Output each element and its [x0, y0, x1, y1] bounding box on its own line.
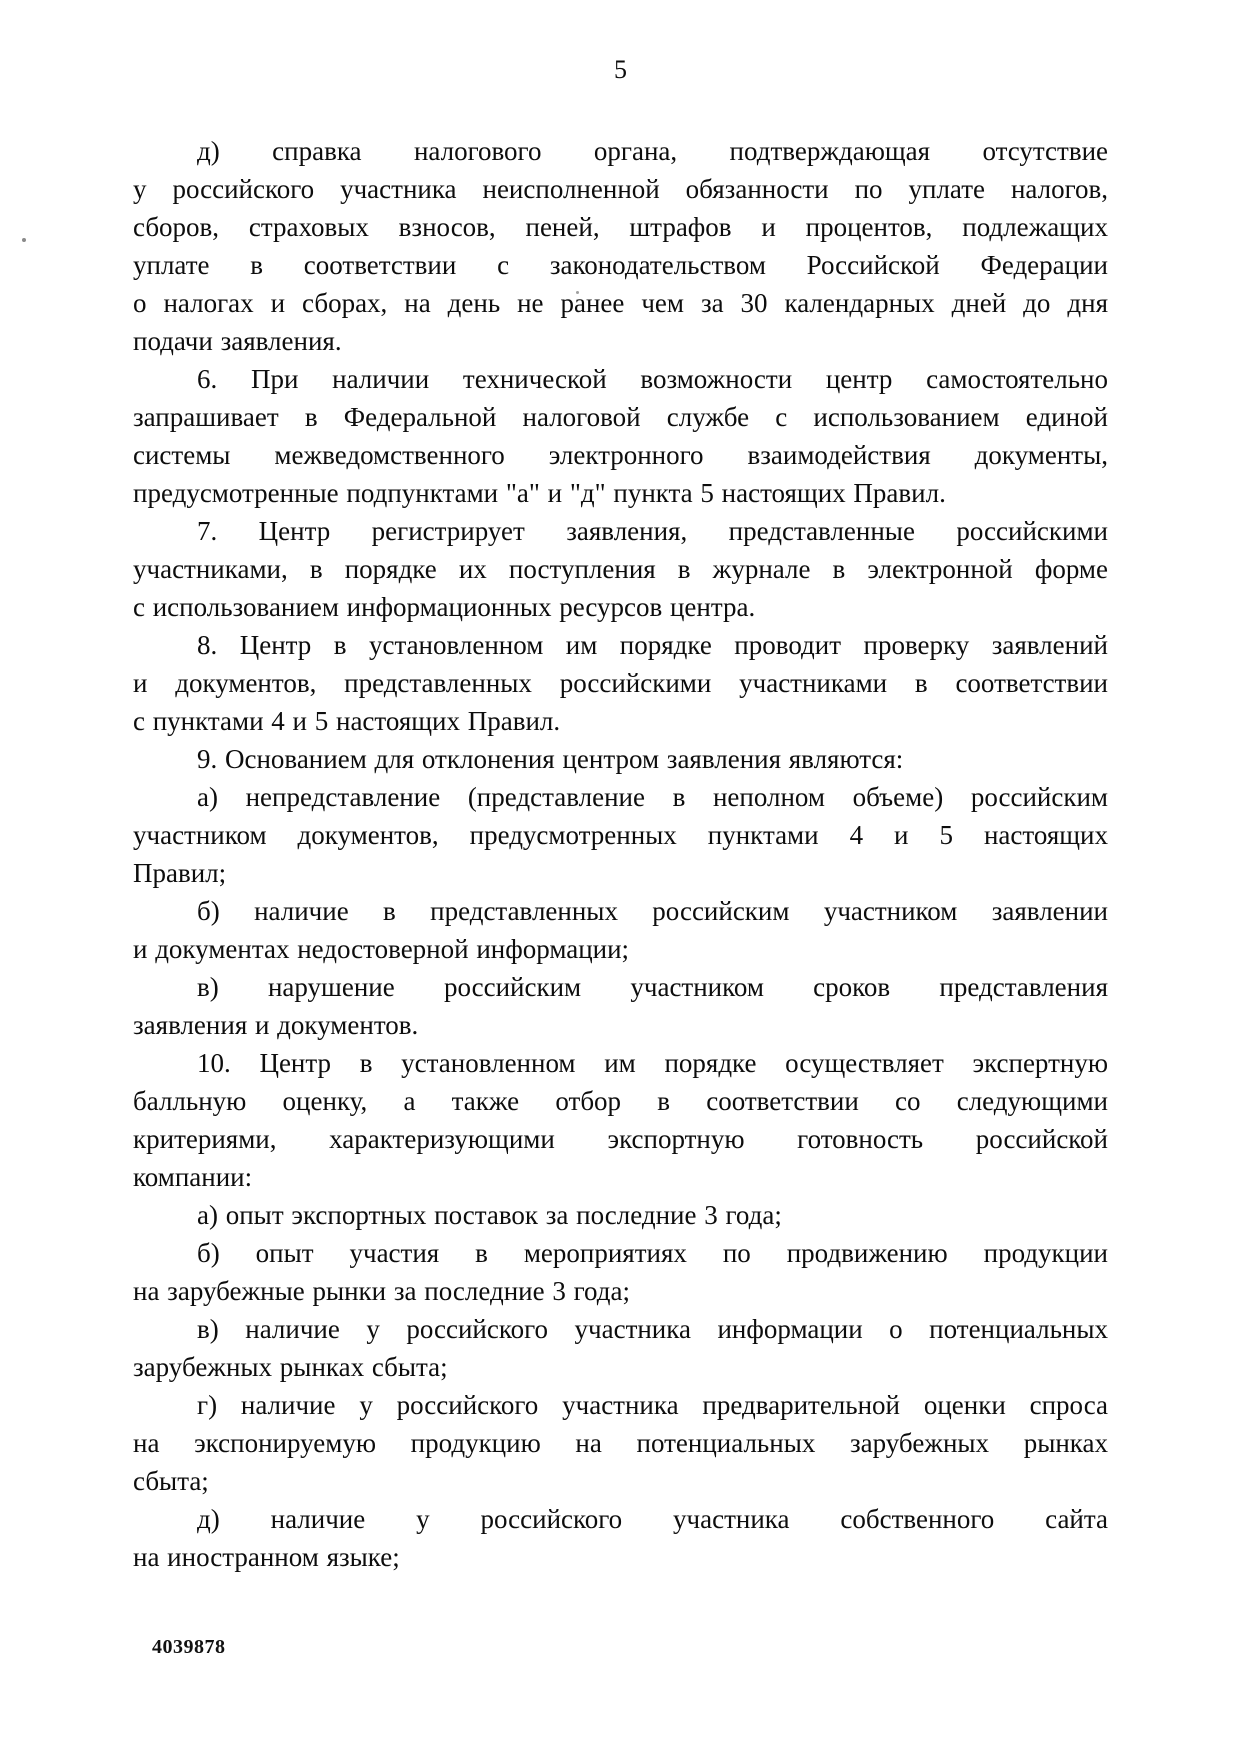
text-line: д) справка налогового органа, подтверждающая отсутствие	[197, 136, 1108, 166]
paragraph-9-b	[133, 892, 1108, 968]
paragraph-6	[133, 360, 1108, 512]
paragraph-10	[133, 1044, 1108, 1196]
text-line: сборов, страховых взносов, пеней, штрафов и процентов, подлежащих	[133, 212, 1108, 242]
text-line: системы межведомственного электронного взаимодействия документы,	[133, 440, 1108, 470]
text-line: 10. Центр в установленном им порядке осуществляет экспертную	[197, 1048, 1108, 1078]
paragraph-10-v	[133, 1310, 1108, 1386]
paragraph-8	[133, 626, 1108, 740]
paragraph-10-a	[133, 1196, 1108, 1234]
text-line: Правил;	[133, 858, 227, 888]
text-line: д) наличие у российского участника собственного сайта	[197, 1504, 1108, 1534]
text-line: 7. Центр регистрирует заявления, представленные российскими	[197, 516, 1108, 546]
text-line: о налогах и сборах, на день не ранее чем за 30 календарных дней до дня	[133, 288, 1108, 318]
text-line: а) опыт экспортных поставок за последние 3 года;	[197, 1200, 782, 1230]
text-line: участниками, в порядке их поступления в журнале в электронной форме	[133, 554, 1108, 584]
text-line: балльную оценку, а также отбор в соответствии со следующими	[133, 1086, 1108, 1116]
text-line: зарубежных рынках сбыта;	[133, 1352, 448, 1382]
text-line: заявления и документов.	[133, 1010, 419, 1040]
text-line: уплате в соответствии с законодательством Российской Федерации	[133, 250, 1108, 280]
footer-code: 4039878	[152, 1636, 226, 1658]
text-line: предусмотренные подпунктами "а" и "д" пункта 5 настоящих Правил.	[133, 478, 946, 508]
text-line: 6. При наличии технической возможности центр самостоятельно	[197, 364, 1108, 394]
paragraph-9-v	[133, 968, 1108, 1044]
text-line: с использованием информационных ресурсов центра.	[133, 592, 756, 622]
text-line: запрашивает в Федеральной налоговой службе с использованием единой	[133, 402, 1108, 432]
text-line: сбыта;	[133, 1466, 209, 1496]
paragraph-10-g	[133, 1386, 1108, 1500]
text-line: г) наличие у российского участника предварительной оценки спроса	[197, 1390, 1108, 1420]
text-line: с пунктами 4 и 5 настоящих Правил.	[133, 706, 561, 736]
page-number: 5	[614, 55, 627, 84]
text-line: на зарубежные рынки за последние 3 года;	[133, 1276, 630, 1306]
document-body	[133, 132, 1108, 1576]
text-line: б) наличие в представленных российским участником заявлении	[197, 896, 1108, 926]
text-line: компании:	[133, 1162, 253, 1192]
paragraph-9-a	[133, 778, 1108, 892]
scan-artifact-dot	[22, 238, 26, 242]
text-line: в) наличие у российского участника информации о потенциальных	[197, 1314, 1108, 1344]
text-line: участником документов, предусмотренных пунктами 4 и 5 настоящих	[133, 820, 1108, 850]
paragraph-10-d	[133, 1500, 1108, 1576]
text-line: подачи заявления.	[133, 326, 342, 356]
paragraph-10-b	[133, 1234, 1108, 1310]
text-line: 9. Основанием для отклонения центром заявления являются:	[197, 744, 904, 774]
paragraph-9	[133, 740, 1108, 778]
text-line: и документах недостоверной информации;	[133, 934, 630, 964]
text-line: у российского участника неисполненной обязанности по уплате налогов,	[133, 174, 1108, 204]
text-line: 8. Центр в установленном им порядке проводит проверку заявлений	[197, 630, 1108, 660]
text-line: на иностранном языке;	[133, 1542, 400, 1572]
paragraph-5-d	[133, 132, 1108, 360]
paragraph-7	[133, 512, 1108, 626]
text-line: а) непредставление (представление в неполном объеме) российским	[197, 782, 1108, 812]
text-line: на экспонируемую продукцию на потенциальных зарубежных рынках	[133, 1428, 1108, 1458]
text-line: и документов, представленных российскими участниками в соответствии	[133, 668, 1108, 698]
text-line: в) нарушение российским участником сроков представления	[197, 972, 1108, 1002]
text-line: б) опыт участия в мероприятиях по продвижению продукции	[197, 1238, 1108, 1268]
text-line: критериями, характеризующими экспортную готовность российской	[133, 1124, 1108, 1154]
